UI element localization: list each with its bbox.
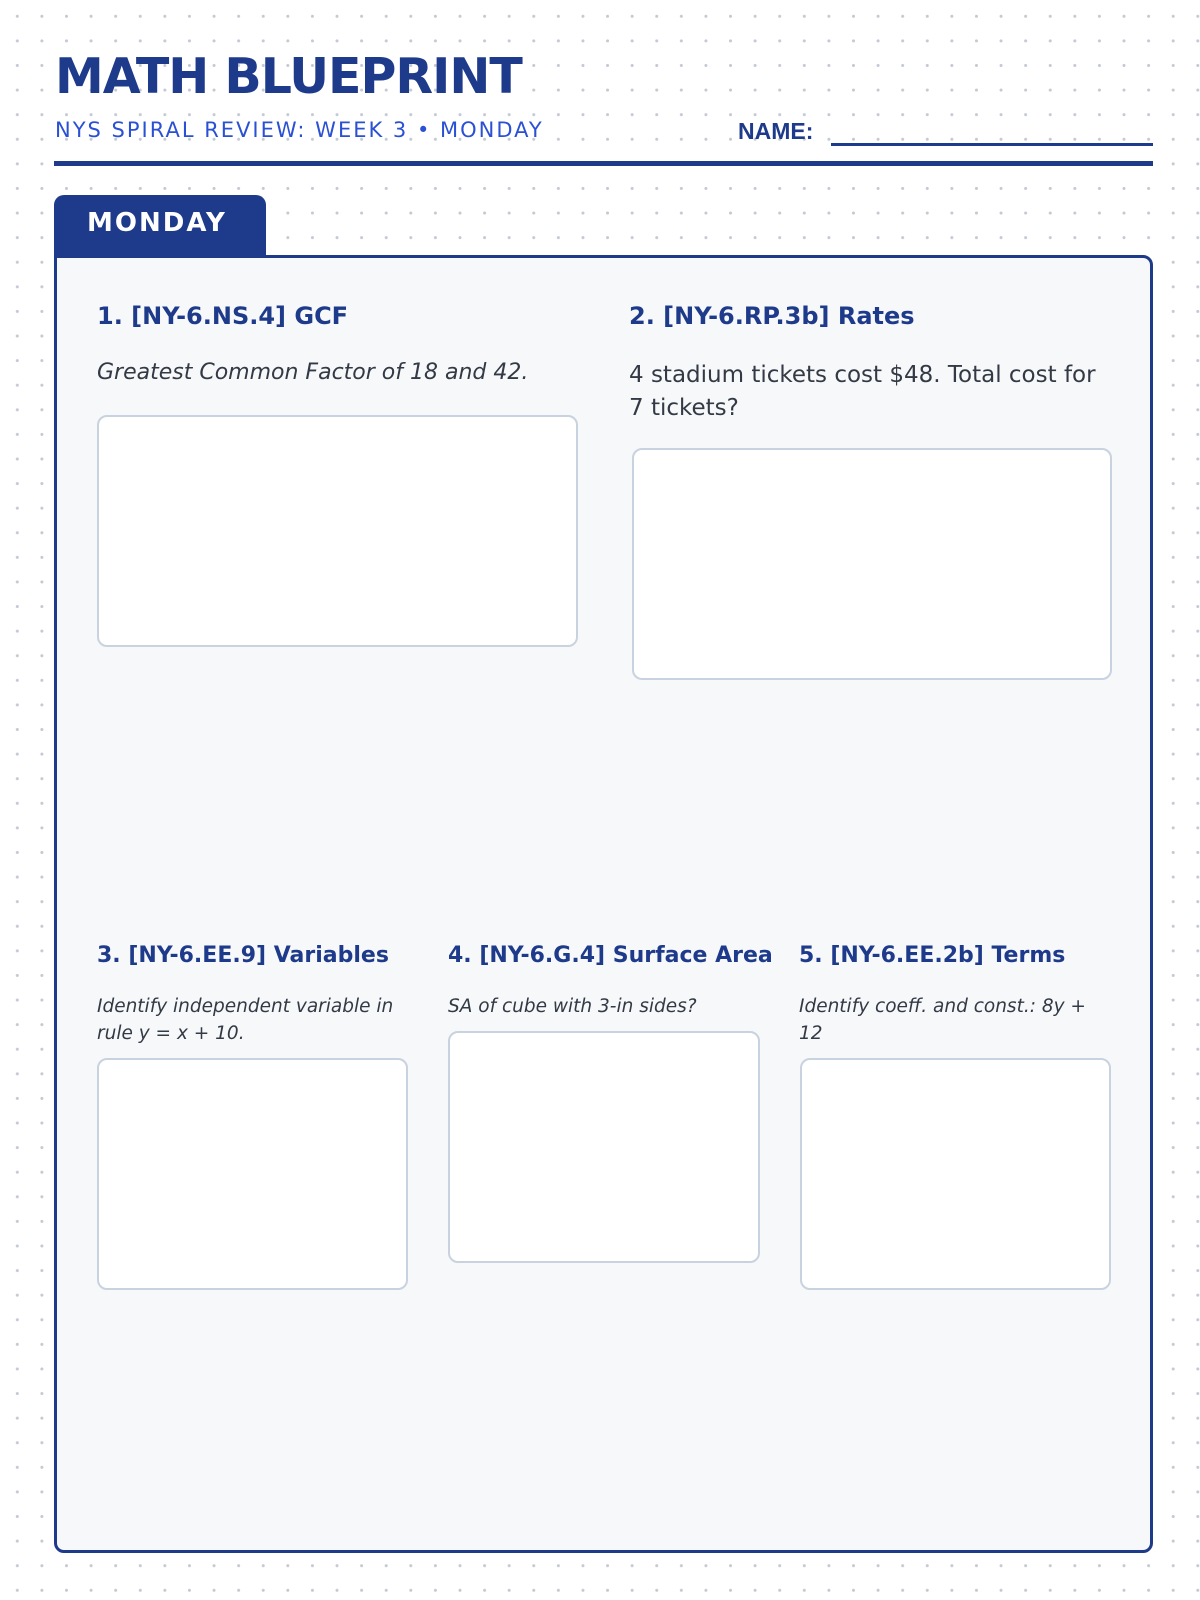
- question-title: 2. [NY-6.RP.3b] Rates: [629, 302, 915, 330]
- question-prompt: Identify independent variable in rule y = x + 10.: [97, 996, 394, 1044]
- question-title: 1. [NY-6.NS.4] GCF: [97, 302, 349, 330]
- worksheet-subtitle: NYS SPIRAL REVIEW: WEEK 3 • MONDAY: [55, 118, 544, 142]
- question-title: 5. [NY-6.EE.2b] Terms: [799, 943, 1066, 968]
- answer-box-1[interactable]: [97, 415, 578, 647]
- question-3: [97, 943, 409, 1044]
- question-5: [799, 943, 1111, 1044]
- header-divider: [54, 161, 1153, 166]
- name-field[interactable]: [831, 143, 1153, 146]
- day-tab: MONDAY: [54, 195, 266, 257]
- question-prompt: 4 stadium tickets cost $48. Total cost for 7 tickets?: [629, 362, 1096, 421]
- answer-box-4[interactable]: [448, 1031, 760, 1263]
- question-prompt: SA of cube with 3-in sides?: [448, 996, 697, 1017]
- question-title: 3. [NY-6.EE.9] Variables: [97, 943, 389, 968]
- question-4: [448, 943, 773, 1017]
- answer-box-5[interactable]: [800, 1058, 1111, 1290]
- question-1: [97, 302, 577, 385]
- name-label: NAME:: [738, 118, 814, 144]
- question-prompt: Greatest Common Factor of 18 and 42.: [97, 360, 529, 385]
- question-prompt: Identify coeff. and const.: 8y + 12: [799, 996, 1086, 1044]
- answer-box-2[interactable]: [632, 448, 1112, 680]
- question-2: [629, 302, 1109, 421]
- answer-box-3[interactable]: [97, 1058, 408, 1290]
- question-title: 4. [NY-6.G.4] Surface Area: [448, 943, 773, 968]
- worksheet-title: MATH BLUEPRINT: [55, 48, 522, 105]
